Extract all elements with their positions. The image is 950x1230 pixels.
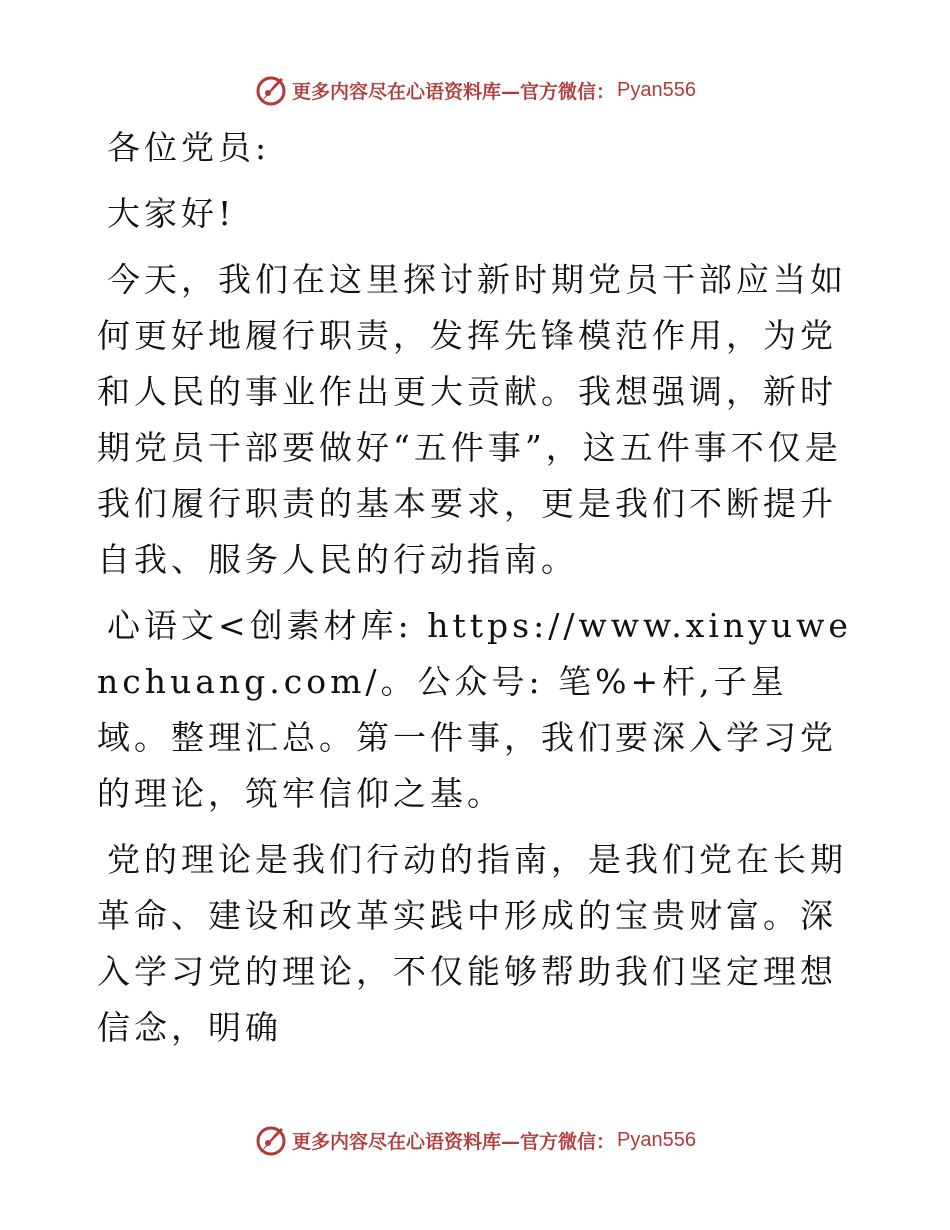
banner-wechat-id: Pyan556 [617,78,696,101]
paragraph-intro: 今天，我们在这里探讨新时期党员干部应当如何更好地履行职责，发挥先锋模范作用，为党和人民的事业作出更大贡献。我想强调，新时期党员干部要做好“五件事”，这五件事不仅是我们履行职责的基本要求，更是我们不断提升自我、服务人民的行动指南。 [97,260,847,579]
paragraph-first-task: 心语文<创素材库: https://www.xinyuwenchuang.com/。公众号: 笔%+杆,子星域。整理汇总。第一件事，我们要深入学习党的理论，筑牢信仰之基。 [97,606,852,813]
paragraph-theory: 党的理论是我们行动的指南，是我们党在长期革命、建设和改革实践中形成的宝贵财富。深入学习党的理论，不仅能够帮助我们坚定理想信念，明确 [97,840,847,1047]
document-body [97,120,857,1066]
banner-text: 更多内容尽在心语资料库—官方微信： [292,80,616,103]
footer-banner [0,1120,950,1160]
salutation: 各位党员: [107,128,271,167]
banner-wechat-id: Pyan556 [617,1128,696,1151]
header-banner [0,70,950,110]
brush-logo-icon [254,73,288,107]
greeting: 大家好! [107,194,236,233]
banner-text: 更多内容尽在心语资料库—官方微信： [292,1130,616,1153]
brush-logo-icon [254,1123,288,1157]
